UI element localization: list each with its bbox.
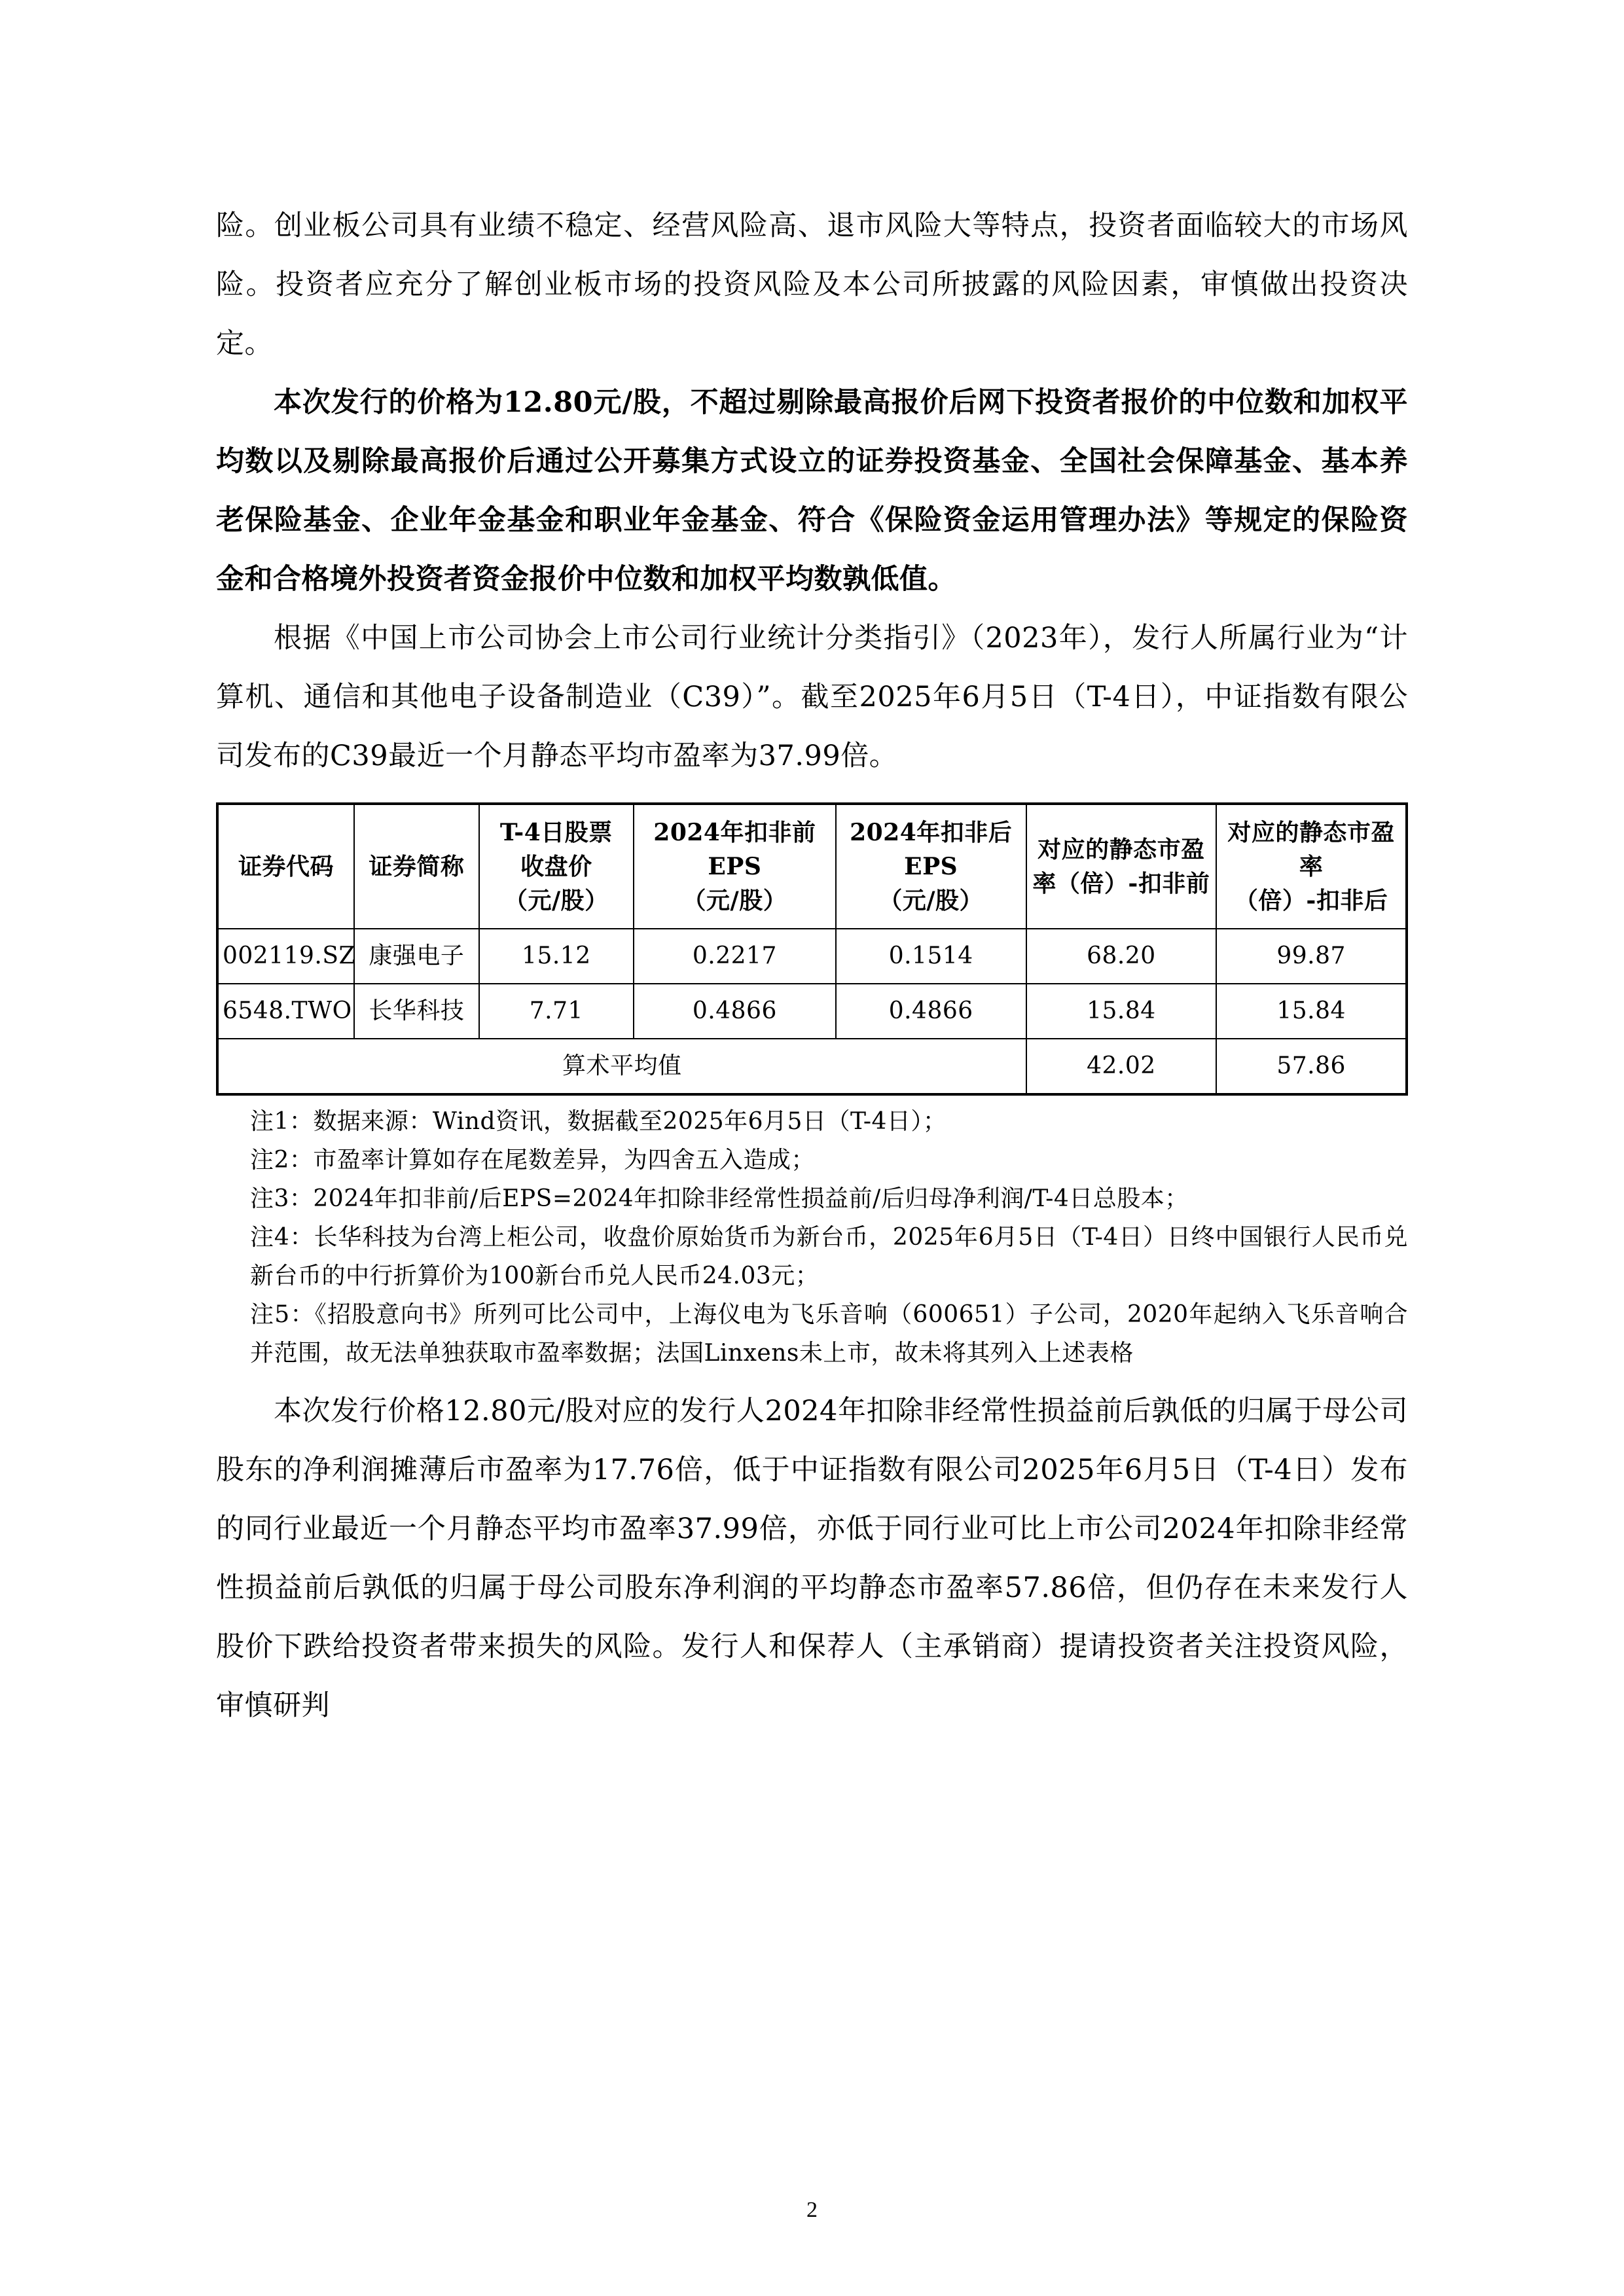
cell-close-price: 15.12 xyxy=(479,929,634,984)
paragraph-risk-warning: 险。创业板公司具有业绩不稳定、经营风险高、退市风险大等特点，投资者面临较大的市场风险。投资者应充分了解创业板市场的投资风险及本公司所披露的风险因素，审慎做出投资决定。 xyxy=(216,209,1408,360)
cell-average-label: 算术平均值 xyxy=(217,1039,1026,1094)
cell-name: 康强电子 xyxy=(354,929,479,984)
cell-name: 长华科技 xyxy=(354,984,479,1039)
paragraph-pe-comparison: 本次发行价格12.80元/股对应的发行人2024年扣除非经常性损益前后孰低的归属于母公司股东的净利润摊薄后市盈率为17.76倍，低于中证指数有限公司2025年6月5日（T-4日）发布的同行业最近一个月静态平均市盈率37.99倍，亦低于同行业可比上市公司2024年扣除非经常性损益前后孰低的归属于母公司股东净利润的平均静态市盈率57.86倍，但仍存在未来发行人股价下跌给投资者带来损失的风险。发行人和保荐人（主承销商）提请投资者关注投资风险，审慎研判 xyxy=(216,1395,1408,1722)
paragraph-issue-price: 本次发行的价格为12.80元/股，不超过剔除最高报价后网下投资者报价的中位数和加权平均数以及剔除最高报价后通过公开募集方式设立的证券投资基金、全国社会保障基金、基本养老保险基金、企业年金基金和职业年金基金、符合《保险资金运用管理办法》等规定的保险资金和合格境外投资者资金报价中位数和加权平均数孰低值。 xyxy=(216,386,1408,596)
table-header-cell-close-price: T-4日股票 收盘价 （元/股） xyxy=(479,804,634,929)
cell-pe-before: 68.20 xyxy=(1026,929,1217,984)
note-item: 注2：市盈率计算如存在尾数差异，为四舍五入造成； xyxy=(250,1147,815,1174)
cell-eps-before: 0.2217 xyxy=(634,929,836,984)
cell-close-price: 7.71 xyxy=(479,984,634,1039)
cell-average-pe-before: 42.02 xyxy=(1026,1039,1217,1094)
table-row xyxy=(217,929,1407,984)
table-header-cell-pe-before: 对应的静态市盈 率（倍）-扣非前 xyxy=(1026,804,1217,929)
note-item: 注4：长华科技为台湾上柜公司，收盘价原始货币为新台币，2025年6月5日（T-4日）日终中国银行人民币兑新台币的中行折算价为100新台币兑人民币24.03元； xyxy=(250,1224,1408,1289)
table-header-cell-eps-after: 2024年扣非后 EPS （元/股） xyxy=(836,804,1026,929)
note-item: 注1：数据来源：Wind资讯，数据截至2025年6月5日（T-4日）； xyxy=(250,1108,947,1135)
cell-pe-after: 15.84 xyxy=(1216,984,1407,1039)
table-header-cell-code: 证券代码 xyxy=(217,804,354,929)
comparable-companies-table xyxy=(216,802,1408,1096)
cell-eps-after: 0.4866 xyxy=(836,984,1026,1039)
table-header-row xyxy=(217,804,1407,929)
cell-code: 002119.SZ xyxy=(217,929,354,984)
table-header-cell-pe-after: 对应的静态市盈率 （倍）-扣非后 xyxy=(1216,804,1407,929)
paragraph-industry-pe: 根据《中国上市公司协会上市公司行业统计分类指引》（2023年），发行人所属行业为“计算机、通信和其他电子设备制造业（C39）”。截至2025年6月5日（T-4日），中证指数有限公司发布的C39最近一个月静态平均市盈率为37.99倍。 xyxy=(216,622,1408,772)
table-row xyxy=(217,984,1407,1039)
cell-pe-after: 99.87 xyxy=(1216,929,1407,984)
table-average-row xyxy=(217,1039,1407,1094)
document-body xyxy=(216,196,1408,1735)
cell-code: 6548.TWO xyxy=(217,984,354,1039)
table-header-cell-name: 证券简称 xyxy=(354,804,479,929)
cell-average-pe-after: 57.86 xyxy=(1216,1039,1407,1094)
table-header-cell-eps-before: 2024年扣非前EPS （元/股） xyxy=(634,804,836,929)
cell-eps-after: 0.1514 xyxy=(836,929,1026,984)
note-item: 注3：2024年扣非前/后EPS=2024年扣除非经常性损益前/后归母净利润/T-4日总股本； xyxy=(250,1185,1189,1212)
page-number: 2 xyxy=(806,2198,818,2222)
cell-eps-before: 0.4866 xyxy=(634,984,836,1039)
table-notes xyxy=(216,1102,1408,1372)
cell-pe-before: 15.84 xyxy=(1026,984,1217,1039)
note-item: 注5：《招股意向书》所列可比公司中，上海仪电为飞乐音响（600651）子公司，2020年起纳入飞乐音响合并范围，故无法单独获取市盈率数据；法国Linxens未上市，故未将其列入上述表格 xyxy=(250,1301,1408,1367)
